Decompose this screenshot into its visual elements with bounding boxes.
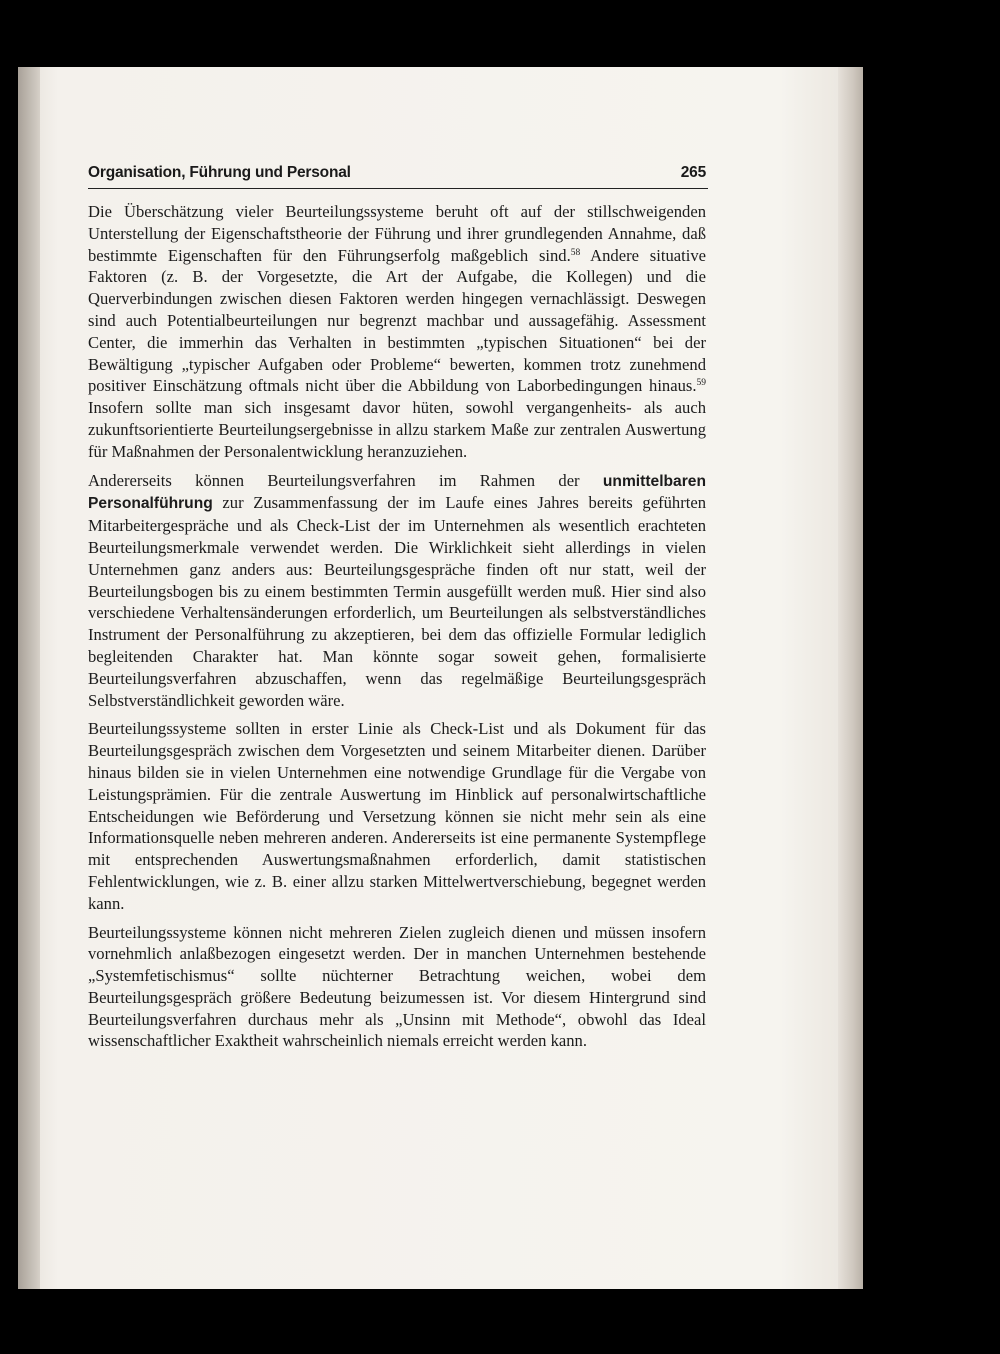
paragraph-2 <box>88 470 706 712</box>
body-text <box>88 201 706 1059</box>
page-number: 265 <box>680 164 706 181</box>
footnote-ref-58: 58 <box>570 247 581 258</box>
paragraph-1-part-c: Insofern sollte man sich insgesamt davor hüten, sowohl vergangenheits- als auch zukunftsorientierte Beurteilungsergebnisse in allzu starkem Maße zur zentralen Auswertung für Maßnahmen der Personalentwicklung heranzuziehen. <box>88 398 706 461</box>
page-edge-stack <box>838 67 863 1289</box>
paragraph-2-part-b: zur Zusammenfassung der im Laufe eines Jahres bereits geführten Mitarbeitergespräche und als Check-List der im Unternehmen als wesentlich erachteten Beurteilungsmerkmale verwendet werden. Die Wirklichkeit sieht allerdings in vielen Unternehmen ganz anders aus: Beurteilungsgespräche finden oft nur statt, weil der Beurteilungsbogen bis zu einem bestimmten Termin ausgefüllt werden muß. Hier sind also verschiedene Verhaltensänderungen erforderlich, um Beurteilungen als selbstverständliches Instrument der Personalführung zu akzeptieren, bei dem das offizielle Formular lediglich begleitenden Charakter hat. Man könnte sogar soweit gehen, formalisierte Beurteilungsverfahren abzuschaffen, wenn das regelmäßige Beurteilungsgespräch Selbstverständlichkeit geworden wäre. <box>88 493 706 710</box>
emphasis-unmittelbare-personalfuehrung: unmittelbaren Personalführung <box>88 472 706 513</box>
paragraph-1-part-a: Die Überschätzung vieler Beurteilungssysteme beruht oft auf der stillschweigenden Unterstellung der Eigenschaftstheorie der Führung und ihrer grundlegenden Annahme, daß bestimmte Eigenschaften für den Führungserfolg maßgeblich sind. <box>88 202 706 265</box>
paragraph-1 <box>88 201 706 463</box>
footnote-ref-59: 59 <box>696 378 706 389</box>
running-header <box>88 160 708 189</box>
paragraph-1-part-b: Andere situative Faktoren (z. B. der Vorgesetzte, die Art der Aufgabe, die Kollegen) und die Querverbindungen zwischen diesen Faktoren werden hingegen vernachlässigt. Deswegen sind auch Potentialbeurteilungen nur begrenzt machbar und aussagefähig. Assessment Center, die immerhin das Verhalten in bestimmten „typischen Situationen“ bei der Bewältigung „typischer Aufgaben oder Probleme“ bewerten, kommen trotz zunehmend positiver Einschätzung oftmals nicht über die Abbildung von Laborbedingungen hinaus. <box>88 245 707 396</box>
paragraph-3: Beurteilungssysteme sollten in erster Linie als Check-List und als Dokument für das Beurteilungsgespräch zwischen dem Vorgesetzten und seinem Mitarbeiter dienen. Darüber hinaus bilden sie in vielen Unternehmen eine notwendige Grundlage für die Vergabe von Leistungsprämien. Für die zentrale Auswertung im Hinblick auf personalwirtschaftliche Entscheidungen wie Beförderung und Versetzung können sie nicht mehr sein als eine Informationsquelle neben mehreren anderen. Andererseits ist eine permanente Systempflege mit entsprechenden Auswertungsmaßnahmen erforderlich, damit statistischen Fehlentwicklungen, wie z. B. einer allzu starken Mittelwertverschiebung, begegnet werden kann. <box>88 719 706 913</box>
page-gutter-shadow <box>18 67 40 1289</box>
paragraph-2-part-a: Andererseits können Beurteilungsverfahren im Rahmen der <box>88 470 603 490</box>
running-header-title: Organisation, Führung und Personal <box>88 164 351 181</box>
paragraph-4: Beurteilungssysteme können nicht mehreren Zielen zugleich dienen und müssen insofern vornehmlich anlaßbezogen eingesetzt werden. Der in manchen Unternehmen bestehende „Systemfetischismus“ sollte nüchterner Betrachtung weichen, wobei dem Beurteilungsgespräch größere Bedeutung beizumessen ist. Vor diesem Hintergrund sind Beurteilungsverfahren durchaus mehr als „Unsinn mit Methode“, obwohl das Ideal wissenschaftlicher Exaktheit wahrscheinlich niemals erreicht werden kann. <box>88 922 706 1051</box>
